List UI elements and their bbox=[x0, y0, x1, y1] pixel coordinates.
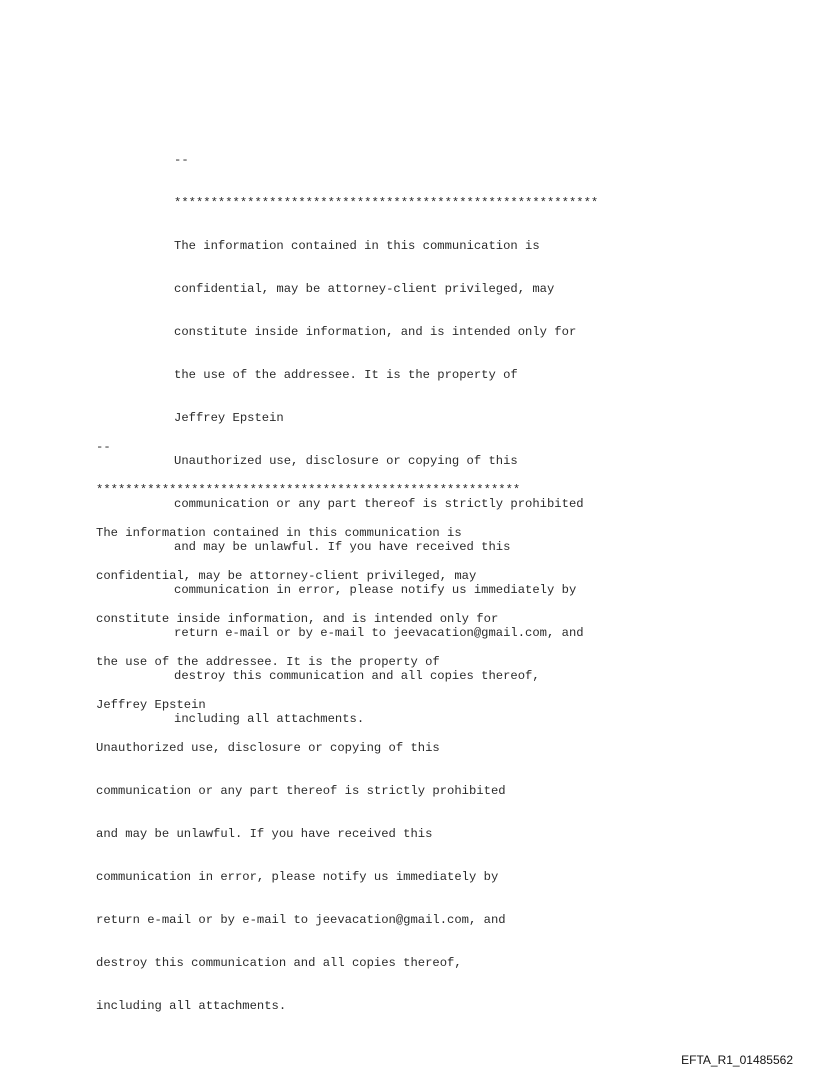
notice-text-line: communication or any part thereof is strictly prohibited bbox=[96, 783, 506, 798]
notice-text-line: including all attachments. bbox=[96, 999, 287, 1014]
notice-text-line: including all attachments. bbox=[174, 712, 365, 727]
notice-text-line: the use of the addressee. It is the property of bbox=[174, 367, 518, 382]
notice-text-line: Jeffrey Epstein bbox=[96, 697, 206, 712]
asterisk-divider: ********************************************************** bbox=[96, 482, 521, 497]
bates-number: EFTA_R1_01485562 bbox=[681, 1053, 793, 1067]
notice-text-line: Unauthorized use, disclosure or copying of this bbox=[96, 740, 440, 755]
signature-separator: -- bbox=[174, 152, 189, 167]
notice-text-line: confidential, may be attorney-client privileged, may bbox=[174, 281, 555, 296]
asterisk-divider: ********************************************************** bbox=[174, 195, 599, 210]
notice-text-line: communication or any part thereof is strictly prohibited bbox=[174, 496, 584, 511]
notice-text-line: communication in error, please notify us immediately by bbox=[174, 583, 577, 597]
notice-text-line: communication in error, please notify us immediately by bbox=[96, 870, 499, 884]
notice-text-line: return e-mail or by e-mail to jeevacation@gmail.com, and bbox=[174, 626, 584, 641]
notice-text-line: The information contained in this communication is bbox=[96, 525, 462, 540]
confidentiality-notice bbox=[96, 411, 520, 1042]
notice-text-line: Unauthorized use, disclosure or copying of this bbox=[174, 453, 518, 468]
notice-text-line: destroy this communication and all copies thereof, bbox=[96, 956, 462, 971]
notice-text-line: constitute inside information, and is intended only for bbox=[96, 611, 499, 626]
notice-text-line: The information contained in this communication is bbox=[174, 238, 540, 253]
notice-text-line: the use of the addressee. It is the property of bbox=[96, 654, 440, 669]
notice-text-line: constitute inside information, and is intended only for bbox=[174, 324, 577, 339]
notice-text-line: and may be unlawful. If you have received this bbox=[96, 826, 433, 841]
notice-text-line: and may be unlawful. If you have received this bbox=[174, 539, 511, 554]
notice-text-line: Jeffrey Epstein bbox=[174, 410, 284, 425]
notice-text-line: destroy this communication and all copies thereof, bbox=[174, 669, 540, 684]
notice-text-line: confidential, may be attorney-client privileged, may bbox=[96, 568, 477, 583]
signature-separator: -- bbox=[96, 439, 111, 454]
notice-text-line: return e-mail or by e-mail to jeevacation@gmail.com, and bbox=[96, 913, 506, 928]
